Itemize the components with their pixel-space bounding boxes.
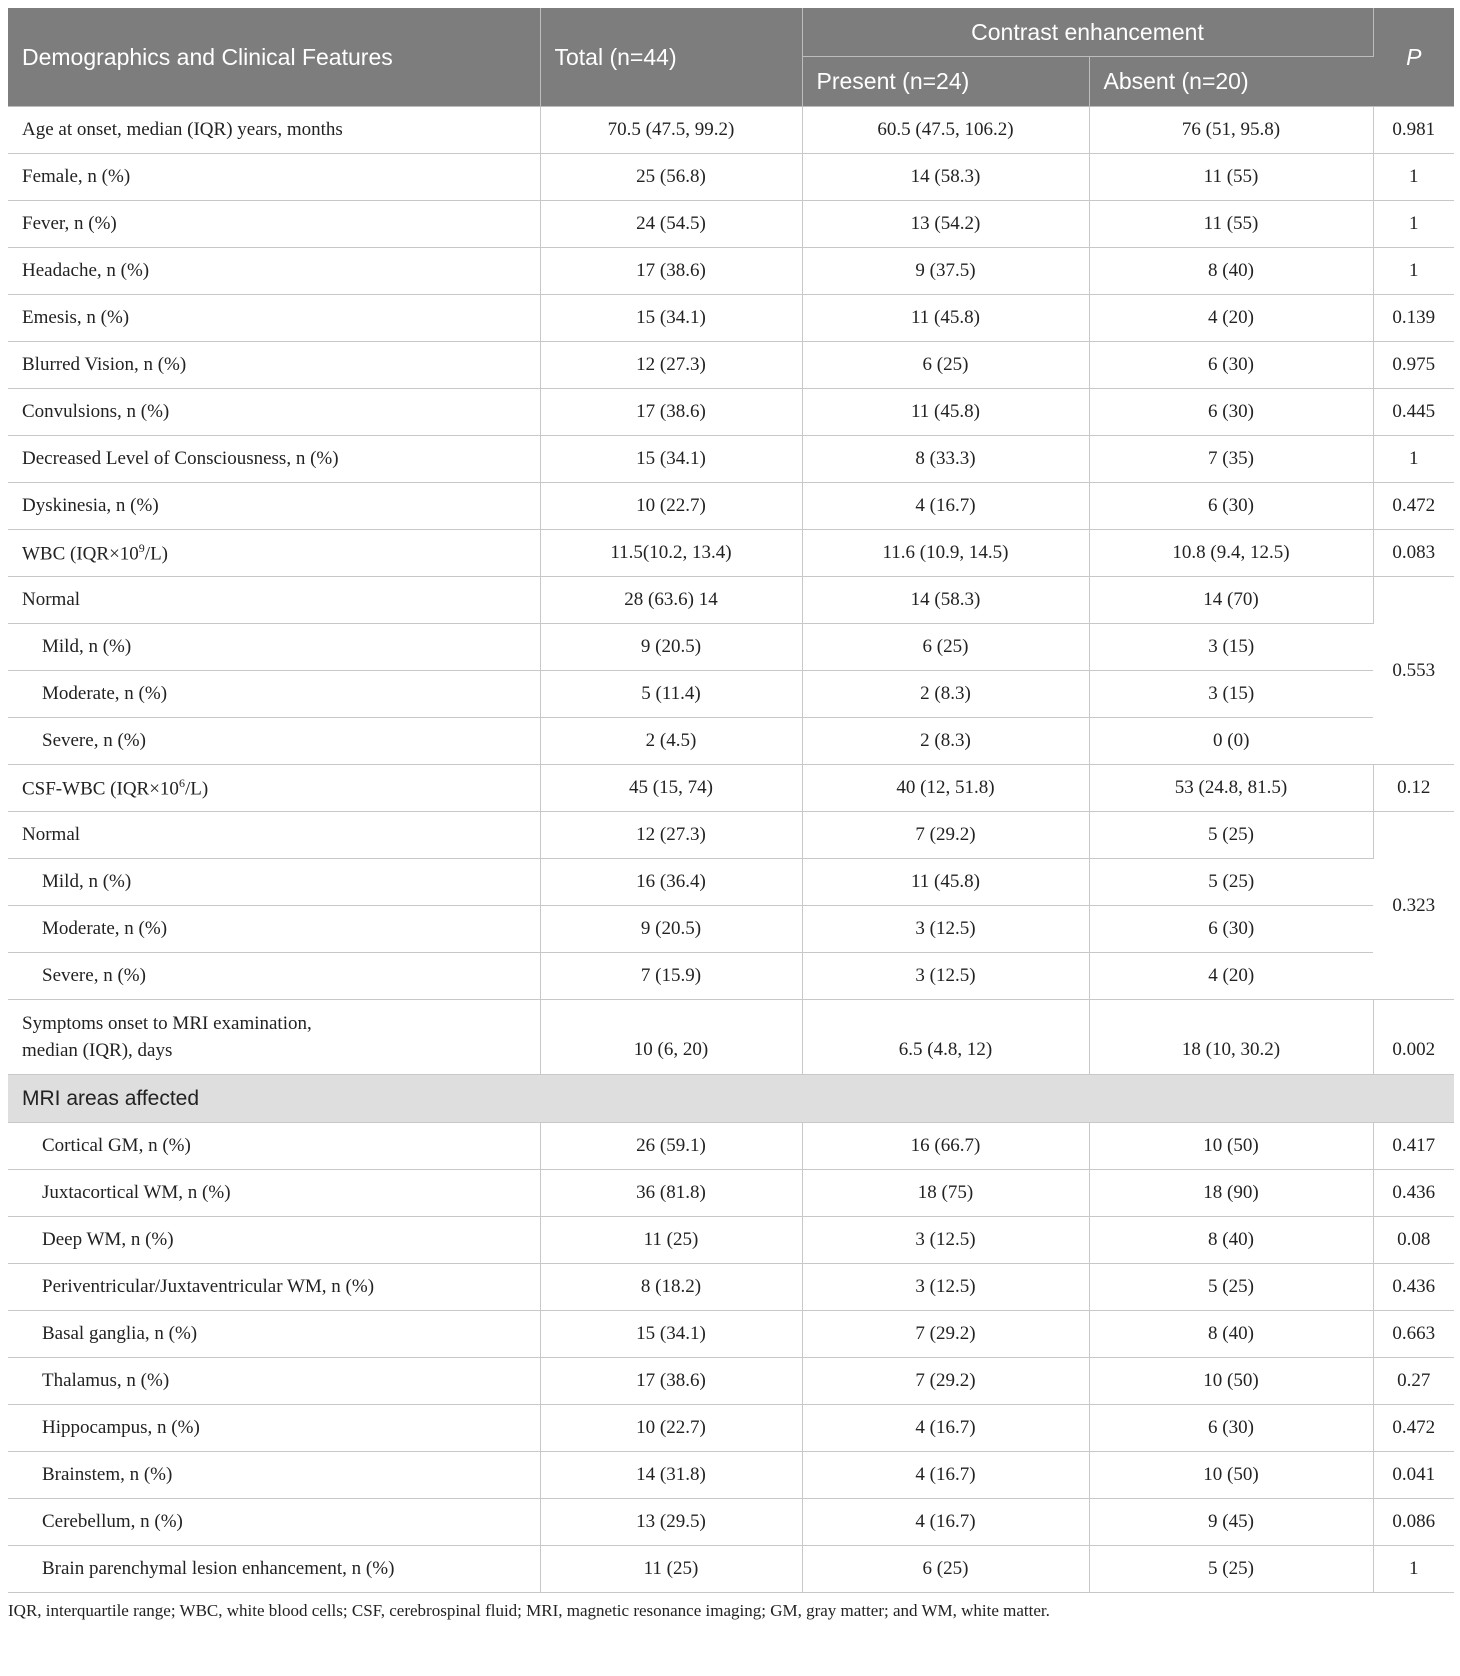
cell-total: 17 (38.6)	[540, 1358, 802, 1405]
table-row	[8, 953, 1454, 1000]
table-row	[8, 295, 1454, 342]
cell-p-value: 0.139	[1373, 295, 1454, 342]
cell-total: 36 (81.8)	[540, 1170, 802, 1217]
table-row	[8, 624, 1454, 671]
cell-absent: 0 (0)	[1089, 718, 1373, 765]
cell-p-value: 0.981	[1373, 107, 1454, 154]
cell-total: 2 (4.5)	[540, 718, 802, 765]
cell-p-value: 0.041	[1373, 1452, 1454, 1499]
cell-present: 2 (8.3)	[802, 718, 1089, 765]
table-row-csf-wbc	[8, 765, 1454, 812]
row-label: Brainstem, n (%)	[8, 1452, 540, 1499]
row-label	[8, 765, 540, 812]
cell-p-value: 0.472	[1373, 1405, 1454, 1452]
section-header-mri	[8, 1075, 1454, 1123]
cell-total: 16 (36.4)	[540, 859, 802, 906]
table-row	[8, 812, 1454, 859]
cell-total: 26 (59.1)	[540, 1123, 802, 1170]
row-label: Headache, n (%)	[8, 248, 540, 295]
table-row	[8, 577, 1454, 624]
cell-total: 17 (38.6)	[540, 248, 802, 295]
cell-total: 7 (15.9)	[540, 953, 802, 1000]
cell-present: 14 (58.3)	[802, 577, 1089, 624]
cell-p-value: 0.436	[1373, 1170, 1454, 1217]
cell-p-value: 1	[1373, 1546, 1454, 1593]
cell-total: 11 (25)	[540, 1546, 802, 1593]
table-row	[8, 859, 1454, 906]
table-header	[8, 8, 1454, 107]
cell-absent: 10 (50)	[1089, 1123, 1373, 1170]
label-exponent: 6	[178, 775, 185, 790]
table-row	[8, 154, 1454, 201]
row-label: Decreased Level of Consciousness, n (%)	[8, 436, 540, 483]
cell-total: 12 (27.3)	[540, 342, 802, 389]
table-row	[8, 1123, 1454, 1170]
cell-p-value: 1	[1373, 436, 1454, 483]
cell-present: 7 (29.2)	[802, 812, 1089, 859]
cell-present: 18 (75)	[802, 1170, 1089, 1217]
header-contrast-enhancement: Contrast enhancement	[802, 8, 1373, 57]
row-label: Hippocampus, n (%)	[8, 1405, 540, 1452]
cell-total: 8 (18.2)	[540, 1264, 802, 1311]
cell-total: 11 (25)	[540, 1217, 802, 1264]
cell-p-value: 1	[1373, 248, 1454, 295]
cell-present: 6 (25)	[802, 1546, 1089, 1593]
cell-total: 13 (29.5)	[540, 1499, 802, 1546]
cell-total: 15 (34.1)	[540, 1311, 802, 1358]
cell-absent: 5 (25)	[1089, 812, 1373, 859]
cell-absent: 76 (51, 95.8)	[1089, 107, 1373, 154]
cell-p-value: 1	[1373, 154, 1454, 201]
row-label: Age at onset, median (IQR) years, months	[8, 107, 540, 154]
cell-p-value: 1	[1373, 201, 1454, 248]
cell-present: 6 (25)	[802, 624, 1089, 671]
row-label: Severe, n (%)	[8, 718, 540, 765]
row-label: Moderate, n (%)	[8, 671, 540, 718]
cell-absent: 4 (20)	[1089, 295, 1373, 342]
row-label: Moderate, n (%)	[8, 906, 540, 953]
table-footnote: IQR, interquartile range; WBC, white blood cells; CSF, cerebrospinal fluid; MRI, magnetic resonance imaging; GM, gray matter; and WM, white matter.	[8, 1601, 1050, 1620]
table-row	[8, 1170, 1454, 1217]
table-row	[8, 718, 1454, 765]
cell-total: 11.5(10.2, 13.4)	[540, 530, 802, 577]
cell-present: 4 (16.7)	[802, 1499, 1089, 1546]
row-label: Fever, n (%)	[8, 201, 540, 248]
cell-present: 14 (58.3)	[802, 154, 1089, 201]
table-row	[8, 1546, 1454, 1593]
table-row-wbc	[8, 530, 1454, 577]
cell-present: 6 (25)	[802, 342, 1089, 389]
row-label: Dyskinesia, n (%)	[8, 483, 540, 530]
header-p-value: P	[1373, 8, 1454, 107]
row-label: Female, n (%)	[8, 154, 540, 201]
label-unit: /L)	[184, 778, 209, 800]
label-line-1: Symptoms onset to MRI examination,	[22, 1013, 312, 1034]
cell-total: 10 (22.7)	[540, 483, 802, 530]
row-label: Mild, n (%)	[8, 624, 540, 671]
cell-absent: 53 (24.8, 81.5)	[1089, 765, 1373, 812]
cell-total: 9 (20.5)	[540, 906, 802, 953]
label-text: CSF-WBC (IQR×10	[22, 778, 179, 800]
cell-absent: 18 (10, 30.2)	[1089, 1000, 1373, 1075]
row-label	[8, 530, 540, 577]
cell-p-value: 0.663	[1373, 1311, 1454, 1358]
cell-absent: 6 (30)	[1089, 483, 1373, 530]
cell-present: 8 (33.3)	[802, 436, 1089, 483]
cell-absent: 10 (50)	[1089, 1358, 1373, 1405]
table-row	[8, 1311, 1454, 1358]
cell-present: 7 (29.2)	[802, 1358, 1089, 1405]
cell-present: 11.6 (10.9, 14.5)	[802, 530, 1089, 577]
row-label: Deep WM, n (%)	[8, 1217, 540, 1264]
cell-total: 9 (20.5)	[540, 624, 802, 671]
cell-absent: 3 (15)	[1089, 624, 1373, 671]
cell-total: 17 (38.6)	[540, 389, 802, 436]
cell-total: 15 (34.1)	[540, 295, 802, 342]
cell-p-value: 0.083	[1373, 530, 1454, 577]
label-line-2: median (IQR), days	[22, 1040, 173, 1061]
table-row-onset	[8, 1000, 1454, 1075]
cell-present: 3 (12.5)	[802, 953, 1089, 1000]
table-row	[8, 201, 1454, 248]
cell-absent: 7 (35)	[1089, 436, 1373, 483]
cell-absent: 8 (40)	[1089, 248, 1373, 295]
cell-absent: 6 (30)	[1089, 389, 1373, 436]
cell-total: 70.5 (47.5, 99.2)	[540, 107, 802, 154]
header-features: Demographics and Clinical Features	[8, 8, 540, 107]
cell-absent: 5 (25)	[1089, 1264, 1373, 1311]
cell-total: 28 (63.6) 14	[540, 577, 802, 624]
cell-p-value-merged: 0.323	[1373, 812, 1454, 1000]
cell-absent: 6 (30)	[1089, 342, 1373, 389]
row-label: Emesis, n (%)	[8, 295, 540, 342]
table-row	[8, 436, 1454, 483]
label-unit: /L)	[144, 543, 169, 565]
cell-p-value: 0.472	[1373, 483, 1454, 530]
row-label: Cortical GM, n (%)	[8, 1123, 540, 1170]
cell-absent: 9 (45)	[1089, 1499, 1373, 1546]
cell-absent: 10 (50)	[1089, 1452, 1373, 1499]
table-row	[8, 342, 1454, 389]
cell-total: 12 (27.3)	[540, 812, 802, 859]
row-label	[8, 1000, 540, 1075]
header-present: Present (n=24)	[802, 57, 1089, 107]
cell-absent: 5 (25)	[1089, 1546, 1373, 1593]
table-row	[8, 1452, 1454, 1499]
cell-absent: 4 (20)	[1089, 953, 1373, 1000]
table-container	[8, 8, 1454, 1621]
table-row	[8, 483, 1454, 530]
row-label: Severe, n (%)	[8, 953, 540, 1000]
cell-present: 11 (45.8)	[802, 859, 1089, 906]
cell-absent: 8 (40)	[1089, 1311, 1373, 1358]
cell-present: 3 (12.5)	[802, 1217, 1089, 1264]
row-label: Basal ganglia, n (%)	[8, 1311, 540, 1358]
cell-total: 25 (56.8)	[540, 154, 802, 201]
cell-present: 9 (37.5)	[802, 248, 1089, 295]
table-row	[8, 389, 1454, 436]
cell-p-value: 0.975	[1373, 342, 1454, 389]
label-exponent: 9	[138, 540, 145, 555]
cell-absent: 6 (30)	[1089, 1405, 1373, 1452]
cell-total: 14 (31.8)	[540, 1452, 802, 1499]
cell-present: 4 (16.7)	[802, 483, 1089, 530]
cell-absent: 5 (25)	[1089, 859, 1373, 906]
cell-present: 4 (16.7)	[802, 1452, 1089, 1499]
cell-absent: 3 (15)	[1089, 671, 1373, 718]
table-row	[8, 107, 1454, 154]
cell-total: 15 (34.1)	[540, 436, 802, 483]
cell-absent: 11 (55)	[1089, 201, 1373, 248]
row-label: Blurred Vision, n (%)	[8, 342, 540, 389]
cell-total: 5 (11.4)	[540, 671, 802, 718]
cell-absent: 14 (70)	[1089, 577, 1373, 624]
cell-total: 45 (15, 74)	[540, 765, 802, 812]
cell-present: 11 (45.8)	[802, 389, 1089, 436]
cell-p-value: 0.12	[1373, 765, 1454, 812]
cell-absent: 10.8 (9.4, 12.5)	[1089, 530, 1373, 577]
cell-present: 4 (16.7)	[802, 1405, 1089, 1452]
row-label: Brain parenchymal lesion enhancement, n (%)	[8, 1546, 540, 1593]
cell-p-value: 0.436	[1373, 1264, 1454, 1311]
cell-total: 10 (22.7)	[540, 1405, 802, 1452]
row-label: Mild, n (%)	[8, 859, 540, 906]
cell-present: 2 (8.3)	[802, 671, 1089, 718]
cell-present: 40 (12, 51.8)	[802, 765, 1089, 812]
row-label: Thalamus, n (%)	[8, 1358, 540, 1405]
row-label: Normal	[8, 812, 540, 859]
cell-p-value: 0.08	[1373, 1217, 1454, 1264]
cell-total: 24 (54.5)	[540, 201, 802, 248]
header-absent: Absent (n=20)	[1089, 57, 1373, 107]
cell-p-value: 0.445	[1373, 389, 1454, 436]
cell-absent: 11 (55)	[1089, 154, 1373, 201]
section-title: MRI areas affected	[8, 1075, 1454, 1123]
cell-total: 10 (6, 20)	[540, 1000, 802, 1075]
cell-p-value-merged: 0.553	[1373, 577, 1454, 765]
table-row	[8, 906, 1454, 953]
cell-p-value: 0.086	[1373, 1499, 1454, 1546]
table-row	[8, 1405, 1454, 1452]
cell-p-value: 0.27	[1373, 1358, 1454, 1405]
cell-present: 13 (54.2)	[802, 201, 1089, 248]
header-total: Total (n=44)	[540, 8, 802, 107]
clinical-features-table	[8, 8, 1454, 1593]
label-text: WBC (IQR×10	[22, 543, 139, 565]
table-row	[8, 1264, 1454, 1311]
cell-present: 3 (12.5)	[802, 906, 1089, 953]
table-body	[8, 107, 1454, 1593]
table-row	[8, 671, 1454, 718]
row-label: Normal	[8, 577, 540, 624]
cell-absent: 18 (90)	[1089, 1170, 1373, 1217]
row-label: Juxtacortical WM, n (%)	[8, 1170, 540, 1217]
cell-absent: 6 (30)	[1089, 906, 1373, 953]
cell-present: 6.5 (4.8, 12)	[802, 1000, 1089, 1075]
cell-present: 16 (66.7)	[802, 1123, 1089, 1170]
cell-p-value: 0.002	[1373, 1000, 1454, 1075]
cell-present: 60.5 (47.5, 106.2)	[802, 107, 1089, 154]
table-row	[8, 1217, 1454, 1264]
row-label: Cerebellum, n (%)	[8, 1499, 540, 1546]
row-label: Periventricular/Juxtaventricular WM, n (%)	[8, 1264, 540, 1311]
cell-present: 7 (29.2)	[802, 1311, 1089, 1358]
table-row	[8, 1499, 1454, 1546]
cell-p-value: 0.417	[1373, 1123, 1454, 1170]
cell-absent: 8 (40)	[1089, 1217, 1373, 1264]
row-label: Convulsions, n (%)	[8, 389, 540, 436]
table-row	[8, 1358, 1454, 1405]
cell-present: 11 (45.8)	[802, 295, 1089, 342]
table-row	[8, 248, 1454, 295]
cell-present: 3 (12.5)	[802, 1264, 1089, 1311]
